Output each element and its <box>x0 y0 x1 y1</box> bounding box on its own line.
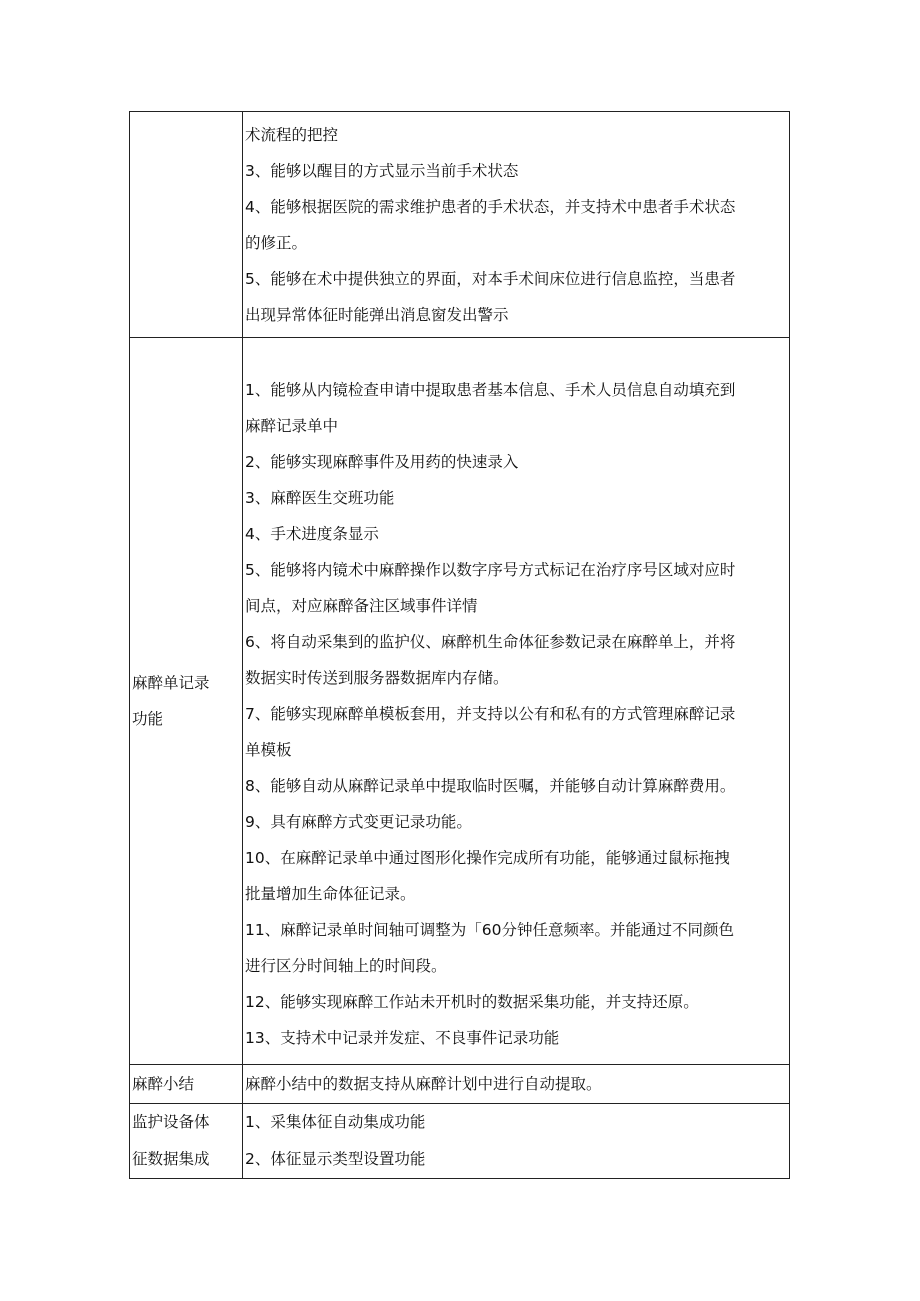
content-line: 1、采集体征自动集成功能 <box>245 1113 426 1131</box>
content-line: 5、能够将内镜术中麻醉操作以数字序号方式标记在治疗序号区域对应时 <box>245 561 736 579</box>
content-line: 3、麻醉医生交班功能 <box>245 489 395 507</box>
table-row <box>130 112 790 338</box>
content-line: 2、能够实现麻醉事件及用药的快速录入 <box>245 453 519 471</box>
row-label <box>130 338 243 1065</box>
table-row <box>130 1065 790 1104</box>
content-line: 12、能够实现麻醉工作站未开机时的数据采集功能，并支持还原。 <box>245 993 699 1011</box>
row-content <box>243 338 790 1065</box>
requirements-table <box>129 111 790 1179</box>
content-line: 批量增加生命体征记录。 <box>245 885 416 903</box>
row-label: 麻醉小结 <box>130 1065 243 1104</box>
content-line: 9、具有麻醉方式变更记录功能。 <box>245 813 472 831</box>
content-line: 数据实时传送到服务器数据库内存储。 <box>245 669 509 687</box>
content-line: 7、能够实现麻醉单模板套用，并支持以公有和私有的方式管理麻醉记录 <box>245 705 736 723</box>
row-label <box>130 1104 243 1179</box>
label-line: 麻醉单记录 <box>132 674 210 692</box>
content-line: 2、体征显示类型设置功能 <box>245 1150 426 1168</box>
label-line: 功能 <box>132 710 164 728</box>
content-line: 11、麻醉记录单时间轴可调整为「60分钟任意频率。并能通过不同颜色 <box>245 921 734 939</box>
content-line: 6、将自动采集到的监护仪、麻醉机生命体征参数记录在麻醉单上，并将 <box>245 633 736 651</box>
content-line: 1、能够从内镜检查申请中提取患者基本信息、手术人员信息自动填充到 <box>245 381 736 399</box>
label-line: 监护设备体 <box>132 1113 210 1131</box>
label-line: 征数据集成 <box>132 1150 210 1168</box>
content-line: 的修正。 <box>245 234 308 252</box>
content-line: 4、手术进度条显示 <box>245 525 379 543</box>
table-row <box>130 338 790 1065</box>
content-line: 4、能够根据医院的需求维护患者的手术状态，并支持术中患者手术状态 <box>245 198 736 216</box>
content-line: 出现异常体征时能弹出消息窗发出警示 <box>245 306 509 324</box>
content-line: 3、能够以醒目的方式显示当前手术状态 <box>245 162 519 180</box>
content-line: 10、在麻醉记录单中通过图形化操作完成所有功能，能够通过鼠标拖拽 <box>245 849 730 867</box>
content-line: 麻醉记录单中 <box>245 417 339 435</box>
table-row <box>130 1104 790 1179</box>
content-line: 单模板 <box>245 741 292 759</box>
row-content: 麻醉小结中的数据支持从麻醉计划中进行自动提取。 <box>243 1065 790 1104</box>
content-line: 术流程的把控 <box>245 126 339 144</box>
content-line: 13、支持术中记录并发症、不良事件记录功能 <box>245 1029 560 1047</box>
row-content <box>243 112 790 338</box>
content-line: 进行区分时间轴上的时间段。 <box>245 957 447 975</box>
content-line: 5、能够在术中提供独立的界面，对本手术间床位进行信息监控，当患者 <box>245 270 736 288</box>
row-content <box>243 1104 790 1179</box>
row-label-empty <box>130 112 243 338</box>
content-line: 8、能够自动从麻醉记录单中提取临时医嘱，并能够自动计算麻醉费用。 <box>245 777 736 795</box>
content-line: 间点，对应麻醉备注区域事件详情 <box>245 597 478 615</box>
